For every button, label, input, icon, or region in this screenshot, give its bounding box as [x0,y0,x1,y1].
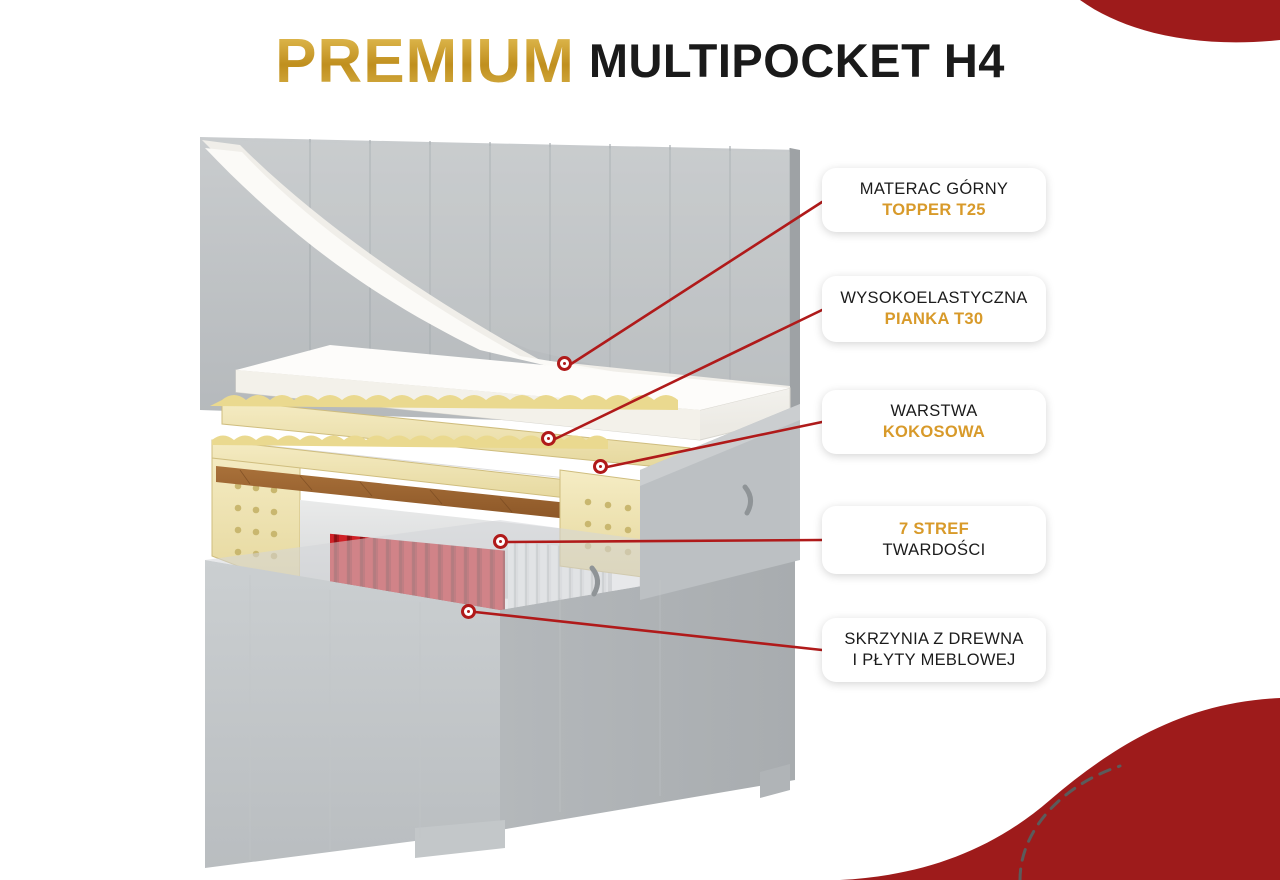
leader-line-coconut [607,422,822,467]
hotspot-dot-topper[interactable] [557,356,572,371]
callout-coconut-line2: KOKOSOWA [882,423,986,441]
leader-line-topper [571,202,822,364]
callout-foam[interactable] [822,276,1046,342]
callout-box-line2: I PŁYTY MEBLOWEJ [852,651,1016,669]
leader-line-foam [555,310,822,439]
title-secondary: MULTIPOCKET H4 [588,34,1005,87]
title-premium: PREMIUM [275,27,575,96]
hotspot-dot-coconut[interactable] [593,459,608,474]
hotspot-dot-box[interactable] [461,604,476,619]
hotspot-dot-zones[interactable] [493,534,508,549]
callout-zones-line1: 7 STREF [899,520,969,539]
callout-zones-line2: TWARDOŚCI [882,541,986,559]
callout-foam-line2: PIANKA T30 [884,310,984,328]
leader-line-box [475,612,822,650]
leader-line-zones [507,540,822,542]
callout-coconut-line1: WARSTWA [890,402,978,421]
callout-box[interactable] [822,618,1046,682]
callout-foam-line1: WYSOKOELASTYCZNA [840,289,1028,308]
callout-zones[interactable] [822,506,1046,574]
callout-topper[interactable] [822,168,1046,232]
callout-coconut[interactable] [822,390,1046,454]
callout-box-line1: SKRZYNIA Z DREWNA [844,630,1024,649]
callout-topper-line1: MATERAC GÓRNY [859,180,1009,199]
callout-topper-line2: TOPPER T25 [882,201,986,219]
hotspot-dot-foam[interactable] [541,431,556,446]
